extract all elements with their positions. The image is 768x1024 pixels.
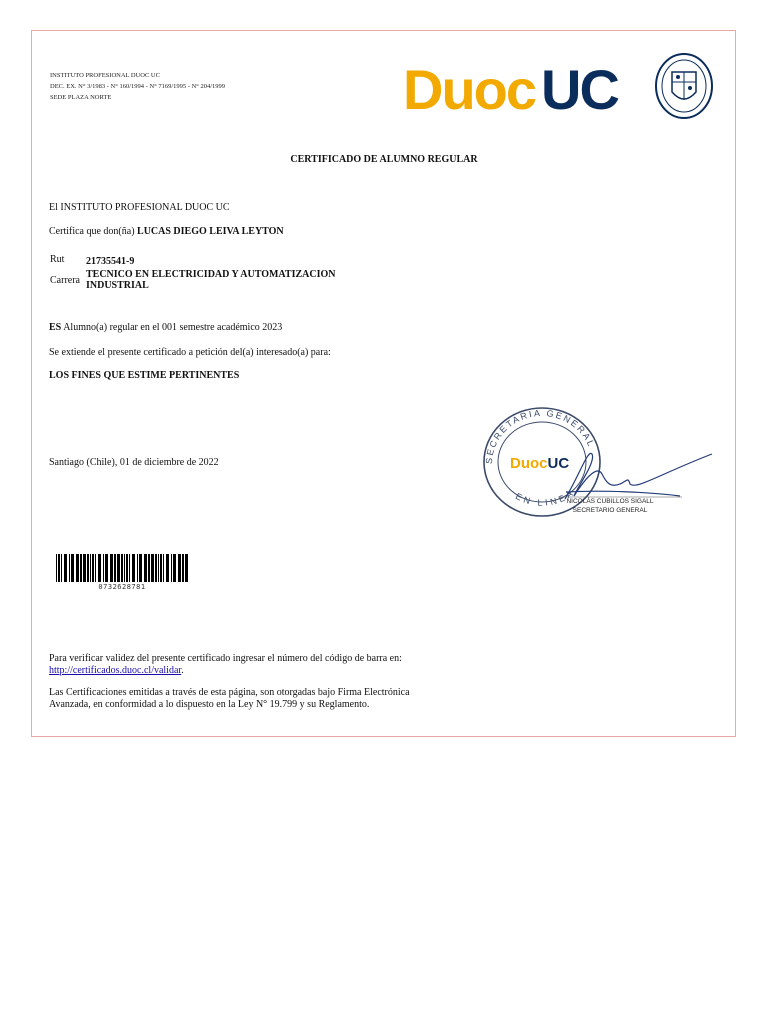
certifies-line [49, 226, 284, 238]
logo-uc-text: UC [541, 58, 618, 121]
rut-value: 21735541-9 [86, 256, 135, 267]
header-institution: INSTITUTO PROFESIONAL DUOC UC [50, 72, 160, 79]
barcode-bar [182, 554, 184, 582]
career-value-line2: INDUSTRIAL [86, 280, 149, 291]
barcode-bar [58, 554, 60, 582]
university-seal-icon [654, 52, 714, 120]
barcode-bar [144, 554, 147, 582]
stamp-ring-bottom-text: EN LINEA [513, 486, 577, 508]
barcode-bar [95, 554, 96, 582]
certificate-border [31, 30, 736, 737]
barcode-bar [114, 554, 116, 582]
barcode-bar [148, 554, 150, 582]
barcode-bar [171, 554, 172, 582]
signer-title: SECRETARIO GENERAL [572, 507, 648, 514]
rut-label: Rut [50, 254, 65, 265]
signer-name: NICOLÁS CUBILLOS SIGALL [566, 498, 654, 505]
barcode-bar [80, 554, 82, 582]
barcode-bar [163, 554, 164, 582]
career-value-line1: TECNICO EN ELECTRICIDAD Y AUTOMATIZACION [86, 269, 336, 280]
barcode-bar [76, 554, 79, 582]
verify-link[interactable]: http://certificados.duoc.cl/validar [49, 665, 182, 676]
institution-line: El INSTITUTO PROFESIONAL DUOC UC [49, 202, 230, 213]
barcode-bar [121, 554, 123, 582]
barcode-bar [178, 554, 181, 582]
certifies-prefix: Certifica que don(ña) [49, 226, 135, 237]
logo-duoc-text: Duoc [403, 58, 535, 121]
stamp-ring-top-text: SECRETARIA GENERAL [483, 407, 597, 465]
certificate-title: CERTIFICADO DE ALUMNO REGULAR [290, 154, 478, 165]
stamp-logo: DuocUC [510, 455, 570, 472]
verify-link-suffix: . [181, 665, 184, 676]
status-line [49, 322, 282, 334]
barcode-bar [87, 554, 89, 582]
barcode-bar [129, 554, 130, 582]
place-date: Santiago (Chile), 01 de diciembre de 2022 [49, 457, 219, 468]
barcode-bar [56, 554, 57, 582]
legal-line-1: Las Certificaciones emitidas a través de esta página, son otorgadas bajo Firma Electrónica [49, 687, 410, 698]
barcode-bar [155, 554, 157, 582]
handwritten-signature [565, 453, 712, 499]
barcode-bar [139, 554, 142, 582]
barcode-bar [69, 554, 70, 582]
barcode-bar [61, 554, 62, 582]
verify-text: Para verificar validez del presente certificado ingresar el número del código de barra en: [49, 653, 402, 664]
barcode-bar [103, 554, 104, 582]
career-label: Carrera [50, 275, 80, 286]
barcode-bar [90, 554, 91, 582]
status-prefix: ES [49, 322, 62, 333]
barcode-bar [166, 554, 169, 582]
barcode-bar [151, 554, 154, 582]
barcode-bar [71, 554, 74, 582]
barcode-bar [110, 554, 113, 582]
barcode-bar [92, 554, 94, 582]
barcode-bar [158, 554, 159, 582]
verify-link-line [49, 665, 184, 677]
barcode-bar [83, 554, 86, 582]
header-campus: SEDE PLAZA NORTE [50, 94, 112, 101]
barcode-bar [173, 554, 176, 582]
status-text: Alumno(a) regular en el 001 semestre académico 2023 [63, 322, 283, 333]
barcode-bar [126, 554, 128, 582]
barcode-bar [105, 554, 108, 582]
header-decrees: DEC. EX. N° 3/1983 - N° 160/1994 - N° 7169/1995 - N° 204/1999 [50, 83, 226, 90]
duoc-uc-logo [403, 58, 618, 122]
purpose-intro: Se extiende el presente certificado a petición del(a) interesado(a) para: [49, 347, 331, 358]
student-name: LUCAS DIEGO LEIVA LEYTON [137, 226, 284, 237]
barcode-number: 0732628781 [98, 583, 146, 591]
barcode-bar [117, 554, 120, 582]
barcode-bar [98, 554, 101, 582]
barcode-bar [124, 554, 125, 582]
barcode-bar [185, 554, 188, 582]
barcode [56, 554, 188, 582]
barcode-bar [64, 554, 67, 582]
barcode-bar [160, 554, 162, 582]
purpose-value: LOS FINES QUE ESTIME PERTINENTES [49, 370, 240, 381]
barcode-bar [137, 554, 138, 582]
barcode-bar [132, 554, 135, 582]
legal-line-2: Avanzada, en conformidad a lo dispuesto en la Ley N° 19.799 y su Reglamento. [49, 699, 370, 710]
